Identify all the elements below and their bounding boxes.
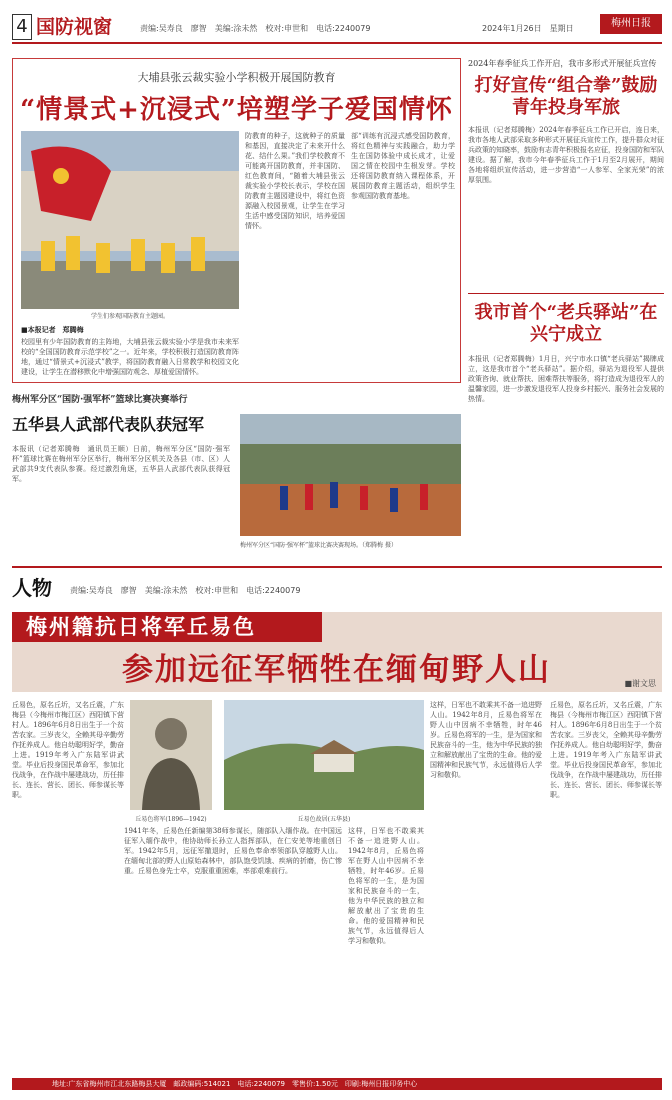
basketball-photo: [240, 414, 461, 536]
basketball-court-photo: [240, 414, 461, 536]
basketball-article: [12, 392, 461, 557]
feature-body-2-cont: 这样，日军也不敢乘其不备一追进野人山。1942年8月，丘易色将军在野人山中因病不幸牺牲，时年46岁。丘易色将军的一生，是为国家和民族奋斗的一生，他为中华民族的独立和解放献出了宝贵的生命。他的爱国精神和民族气节，永远值得后人学习和敬仰。: [348, 827, 424, 945]
page-footer: 地址:广东省梅州市江北东路梅县大厦 邮政编码:514021 电话:2240079 零售价:1.50元 印刷:梅州日报印务中心: [12, 1078, 662, 1090]
portrait-caption: 丘易色将军(1896—1942): [135, 816, 207, 823]
lead-byline: ■本报记者 郑腾梅: [21, 325, 84, 334]
feature-body-2: 1941年冬，丘易色任新编第38师参谋长，随部队入缅作战。在中国远征军入缅作战中，他协助师长孙立人指挥部队，在仁安羌等地重创日军。1942年5月，远征军撤退时，丘易色奉命率领部队穿越野人山。在缅甸北部的野人山原始森林中，部队饱受饥饿、疾病的折磨，伤亡惨重。丘易色身先士卒，克服重重困难，率部艰难前行。: [124, 827, 342, 875]
lead-body-3: 部“训练有沉浸式感受国防教育，将红色精神与实践融合，助力学生在国防体验中成长成才，让爱国之情在校园中生根发芽。学校还将国防教育纳入课程体系，开展国防教育主题活动，组织学生参观国防教育基地。: [351, 132, 455, 200]
lead-body-2: 防教育的种子，这就种子的质量和基因，直接决定了未来开什么花、结什么果。”我们学校教育不可能离开国防教育，并非国防、红色教育间，“随着大埔县张云裁实验小学校长表示，学校在国防教育主题园建设中，将红色资源融入校园景观，让学生在学习生活中感受国防知识，培养爱国情怀。: [245, 132, 345, 230]
section-rule: [12, 566, 662, 568]
portrait-photo: [130, 700, 212, 810]
basketball-kicker: 梅州军分区“国防·强军杯”篮球比赛决赛举行: [12, 395, 188, 405]
feature-body-3-cont: 丘易色，原名丘圻，又名丘震，广东梅县（今梅州市梅江区）西阳镇下营村人。1896年6月8日出生于一个贫苦农家。三岁丧父，全赖其母辛勤劳作抚养成人。他自幼聪明好学，勤奋上进。1919年考入广东陆军讲武堂。毕业后投身国民革命军，参加北伐战争，在作战中屡建战功，历任排长、连长、营长、团长、师参谋长等职。: [550, 701, 662, 799]
feature-banner: [12, 612, 662, 692]
header-meta: 责编:吴寿良 廖智 美编:涂未然 校对:申世和 电话:2240079: [140, 24, 371, 33]
right-column: [468, 58, 664, 584]
header-date: 2024年1月26日 星期日: [482, 24, 574, 33]
general-portrait: [130, 700, 212, 810]
basketball-caption: 梅州军分区“国防·强军杯”篮球比赛决赛现场。（郑腾梅 摄）: [240, 542, 397, 549]
column-divider: [468, 293, 664, 294]
lead-photo: [21, 131, 239, 309]
house-photo: [224, 700, 424, 810]
people-section-title: 人物: [12, 576, 52, 600]
page-header: [12, 14, 662, 40]
lead-kicker: 大埔县张云裁实验小学积极开展国防教育: [137, 71, 336, 84]
lead-body-1: 校园里有少年国防教育的主阵地，大埔县张云裁实验小学是我市未来军校的“全国国防教育示范学校”之一。近年来，学校积极打造国防教育阵地，通过“情景式+沉浸式”教学，将国防教育融入日常教学和校园文化建设，让学生在潜移默化中增强国防观念、厚植爱国情怀。: [21, 338, 239, 376]
page-number: 4: [12, 14, 32, 40]
lead-photo-caption: 学生们参观国防教育主题园。: [90, 313, 169, 320]
recruit-body: 本报讯（记者郑腾梅）2024年春季征兵工作已开启，连日来，我市各地人武部采取多种形式开展征兵宣传工作，提升群众对征兵政策的知晓率，鼓励有志青年积极报名应征，投身国防和军队建设。据了解，我市今年春季征兵工作于1月至2月展开，期间各地将组织宣传活动，进一步营造“一人参军、全家光荣”的浓厚氛围。: [468, 126, 664, 184]
station-body: 本报讯（记者郑腾梅）1月日，兴宁市水口镇“老兵驿站”揭牌成立，这是我市首个“老兵驿站”。据介绍，驿站为退役军人提供政策咨询、就业帮扶、困难帮扶等服务，将打造成为退役军人的温馨家园，进一步激发退役军人投身乡村振兴、服务社会发展的热情。: [468, 355, 664, 403]
basketball-headline: 五华县人武部代表队获冠军: [12, 415, 205, 434]
basketball-body: 本报讯（记者郑腾梅 通讯员王顺）日前，梅州军分区“国防·强军杯”篮球比赛在梅州军分区举行，梅州军分区机关及各县（市、区）人武部共9支代表队参赛。经过激烈角逐，五华县人武部代表队获得冠军。: [12, 445, 230, 483]
house-landscape-photo: [224, 700, 424, 810]
recruit-kicker: 2024年春季征兵工作开启，我市多形式开展征兵宣传: [468, 59, 657, 68]
students-flag-photo: [21, 131, 239, 309]
newspaper-logo: 梅州日报: [600, 14, 662, 34]
station-headline: 我市首个“老兵驿站”在兴宁成立: [474, 302, 658, 345]
feature-body-1: 丘易色，原名丘圻，又名丘震，广东梅县（今梅州市梅江区）西阳镇下营村人。1896年6月8日出生于一个贫苦农家。三岁丧父，全赖其母辛勤劳作抚养成人。他自幼聪明好学，勤奋上进。1919年考入广东陆军讲武堂。毕业后投身国民革命军，参加北伐战争，在作战中屡建战功，历任排长、连长、营长、团长、师参谋长等职。: [12, 701, 124, 799]
lead-headline: “情景式+沉浸式”培塑学子爱国情怀: [20, 95, 453, 125]
house-caption: 丘易色故居(五华县): [297, 816, 351, 823]
lead-article: [12, 58, 461, 383]
recruit-headline: 打好宣传“组合拳”鼓励青年投身军旅: [474, 75, 658, 118]
people-meta: 责编:吴寿良 廖智 美编:涂未然 校对:申世和 电话:2240079: [70, 586, 301, 595]
banner-main-title: 参加远征军牺牲在缅甸野人山: [122, 652, 551, 688]
feature-body-3: 这样，日军也不敢乘其不备一追进野人山。1942年8月，丘易色将军在野人山中因病不幸牺牲，时年46岁。丘易色将军的一生，是为国家和民族奋斗的一生，他为中华民族的独立和解放献出了宝贵的生命。他的爱国精神和民族气节，永远值得后人学习和敬仰。: [430, 701, 542, 779]
banner-top-title: 梅州籍抗日将军丘易色: [12, 612, 322, 642]
section-title: 国防视窗: [36, 16, 113, 38]
feature-byline: ■谢文思: [624, 679, 656, 688]
header-rule: [12, 42, 662, 44]
